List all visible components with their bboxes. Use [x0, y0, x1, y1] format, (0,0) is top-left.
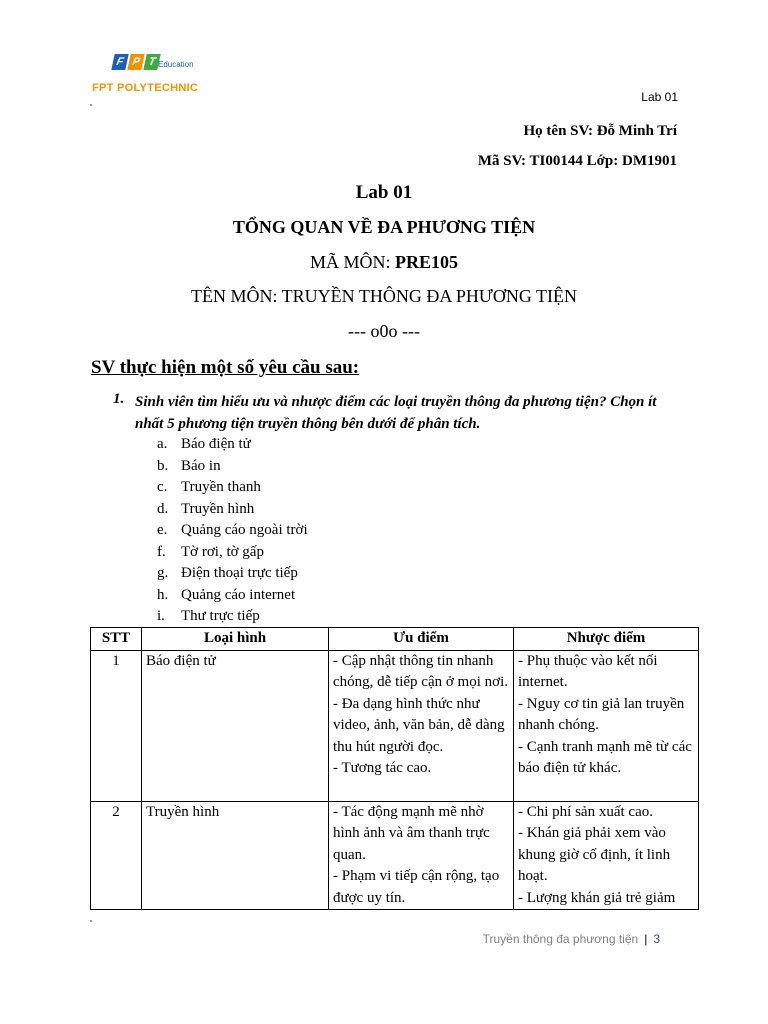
option-letter: e. [157, 522, 168, 538]
option-text: Thư trực tiếp [181, 608, 260, 624]
logo-letter-f: F [111, 54, 128, 70]
option-text: Tờ rơi, tờ gấp [181, 543, 264, 560]
option-letter: c. [157, 479, 168, 495]
lab-title: Lab 01 [355, 182, 413, 203]
cell-loai-hinh: Báo điện tử [142, 650, 329, 801]
list-item [157, 477, 308, 499]
course-code [0, 252, 768, 273]
cell-uu-diem [329, 650, 514, 801]
cell-line: - Phụ thuộc vào kết nối internet. [518, 652, 658, 690]
cell-line: - Lượng khán giả trẻ giảm [518, 889, 676, 906]
cell-stt: 2 [91, 801, 142, 910]
fpt-polytechnic-logo [90, 54, 230, 100]
page-footer [483, 932, 660, 946]
footer-dot [90, 920, 92, 922]
cell-line: - Chi phí sản xuất cao. [518, 803, 653, 820]
header-nhuoc-diem: Nhược điểm [514, 628, 699, 651]
option-list [157, 434, 308, 628]
option-text: Báo điện tử [181, 436, 251, 452]
option-text: Báo in [181, 457, 221, 474]
header-stt: STT [91, 628, 142, 651]
logo-name: FPT POLYTECHNIC [92, 82, 199, 94]
list-item [157, 606, 308, 628]
cell-line: - Tác động mạnh mẽ nhờ hình ảnh và âm thanh trực quan. [333, 803, 490, 863]
course-name: TÊN MÔN: TRUYỀN THÔNG ĐA PHƯƠNG TIỆN [191, 286, 577, 306]
cell-uu-diem [329, 801, 514, 910]
cell-line: - Khán giả phải xem vào khung giờ cố định, ít linh hoạt. [518, 825, 671, 884]
footer-title: Truyền thông đa phương tiện [482, 932, 639, 946]
requirements-heading: SV thực hiện một số yêu cầu sau: [91, 357, 360, 378]
cell-stt: 1 [91, 650, 142, 801]
list-item [157, 563, 308, 585]
list-item [157, 434, 308, 456]
table-header-row [91, 628, 699, 651]
option-text: Quảng cáo internet [181, 586, 296, 603]
title-separator: --- o0o --- [348, 321, 420, 341]
logo-tagline: Education [158, 60, 194, 69]
cell-nhuoc-diem [514, 801, 699, 910]
cell-line: - Tương tác cao. [333, 760, 432, 776]
list-item [157, 456, 308, 478]
option-letter: a. [157, 436, 168, 452]
logo-mark [113, 54, 159, 70]
option-letter: i. [157, 608, 165, 624]
course-code-label: MÃ MÔN: [309, 252, 395, 272]
header-lab-label: Lab 01 [641, 90, 678, 104]
header-uu-diem: Ưu điểm [329, 628, 514, 651]
student-name: Họ tên SV: Đỗ Minh Trí [523, 123, 677, 139]
main-title: TỔNG QUAN VỀ ĐA PHƯƠNG TIỆN [232, 217, 536, 237]
option-letter: d. [157, 500, 169, 517]
option-letter: f. [157, 543, 166, 560]
footer-separator: | [644, 932, 648, 946]
cell-loai-hinh: Truyền hình [142, 801, 329, 910]
list-item [157, 585, 308, 607]
header-loai-hinh: Loại hình [142, 628, 329, 651]
table-row [91, 801, 699, 910]
list-item [157, 542, 308, 564]
table-row [91, 650, 699, 801]
option-letter: h. [157, 586, 169, 603]
option-letter: b. [157, 457, 169, 474]
option-letter: g. [157, 565, 169, 581]
comparison-table [90, 627, 699, 910]
list-item [157, 499, 308, 521]
course-code-value: PRE105 [395, 252, 458, 272]
logo-letter-p: P [127, 54, 144, 70]
option-text: Điện thoại trực tiếp [181, 565, 298, 581]
question-number: 1. [113, 391, 125, 407]
question-text: Sinh viên tìm hiểu ưu và nhược điểm các loại truyền thông đa phương tiện? Chọn ít nhất 5 phương tiện truyền thông bên dưới để phân tích. [135, 394, 657, 432]
page-number: 3 [653, 932, 660, 946]
cell-line: - Đa dạng hình thức như video, ảnh, văn bản, dễ dàng thu hút người đọc. [333, 695, 505, 755]
cell-line: - Phạm vi tiếp cận rộng, tạo được uy tín. [333, 868, 500, 906]
student-id-class: Mã SV: TI00144 Lớp: DM1901 [477, 153, 677, 169]
option-text: Quảng cáo ngoài trời [181, 522, 308, 538]
list-item [157, 520, 308, 542]
header-dot [90, 104, 92, 106]
cell-line: - Cập nhật thông tin nhanh chóng, dễ tiếp cận ở mọi nơi. [333, 652, 508, 690]
option-text: Truyền thanh [181, 479, 261, 495]
cell-nhuoc-diem [514, 650, 699, 801]
option-text: Truyền hình [181, 500, 255, 517]
cell-line: - Cạnh tranh mạnh mẽ từ các báo điện tử khác. [518, 738, 692, 776]
cell-line: - Nguy cơ tin giả lan truyền nhanh chóng. [518, 695, 685, 733]
logo-letter-t: T [143, 54, 160, 70]
